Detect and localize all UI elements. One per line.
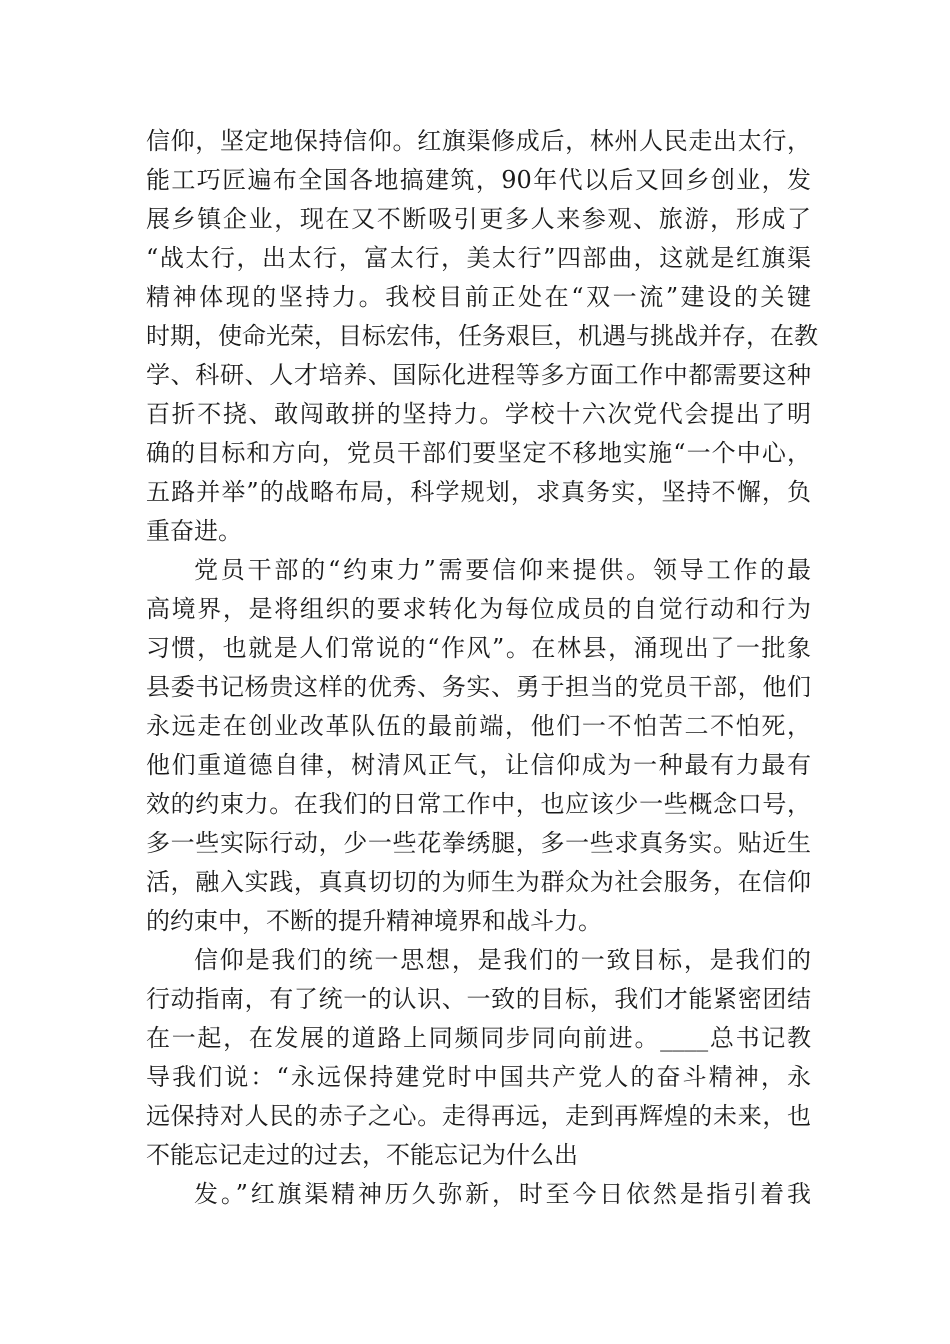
text-line: 在一起，在发展的道路上同频同步同向前进。____总书记教	[146, 1024, 811, 1052]
text-line: 能工巧匠遍布全国各地搞建筑，90年代以后又回乡创业，发	[146, 166, 811, 194]
text-line: 习惯，也就是人们常说的“作风”。在林县，涌现出了一批象	[146, 634, 811, 662]
text-line: 信仰是我们的统一思想，是我们的一致目标，是我们的	[194, 946, 811, 974]
text-line: 导我们说：“永远保持建党时中国共产党人的奋斗精神，永	[146, 1063, 811, 1091]
text-line: 他们重道德自律，树清风正气，让信仰成为一种最有力最有	[146, 751, 811, 779]
text-line: 永远走在创业改革队伍的最前端，他们一不怕苦二不怕死，	[146, 712, 811, 740]
text-line: 多一些实际行动，少一些花拳绣腿，多一些求真务实。贴近生	[146, 829, 811, 857]
text-line: 精神体现的坚持力。我校目前正处在“双一流”建设的关键	[146, 283, 811, 311]
text-line: 时期，使命光荣，目标宏伟，任务艰巨，机遇与挑战并存，在教	[146, 322, 818, 350]
text-line: 发。”红旗渠精神历久弥新，时至今日依然是指引着我	[194, 1180, 811, 1208]
text-line: 确的目标和方向，党员干部们要坚定不移地实施“一个中心，	[146, 439, 811, 467]
text-line: 党员干部的“约束力”需要信仰来提供。领导工作的最	[194, 556, 811, 584]
text-line: 学、科研、人才培养、国际化进程等多方面工作中都需要这种	[146, 361, 811, 389]
text-line: 效的约束力。在我们的日常工作中，也应该少一些概念口号，	[146, 790, 811, 818]
text-line: 五路并举”的战略布局，科学规划，求真务实，坚持不懈，负	[146, 478, 811, 506]
text-line: 县委书记杨贵这样的优秀、务实、勇于担当的党员干部，他们	[146, 673, 811, 701]
text-line: 不能忘记走过的过去，不能忘记为什么出	[146, 1141, 578, 1169]
text-line: 高境界，是将组织的要求转化为每位成员的自觉行动和行为	[146, 595, 811, 623]
text-line: 的约束中，不断的提升精神境界和战斗力。	[146, 907, 602, 935]
text-line: 展乡镇企业，现在又不断吸引更多人来参观、旅游，形成了	[146, 205, 811, 233]
text-line: 信仰，坚定地保持信仰。红旗渠修成后，林州人民走出太行，	[146, 127, 811, 155]
text-line: 远保持对人民的赤子之心。走得再远，走到再辉煌的未来，也	[146, 1102, 811, 1130]
text-line: “战太行，出太行，富太行，美太行”四部曲，这就是红旗渠	[146, 244, 811, 272]
body-text	[146, 122, 818, 1214]
text-line: 活，融入实践，真真切切的为师生为群众为社会服务，在信仰	[146, 868, 811, 896]
text-line: 百折不挠、敢闯敢拼的坚持力。学校十六次党代会提出了明	[146, 400, 811, 428]
text-line: 行动指南，有了统一的认识、一致的目标，我们才能紧密团结	[146, 985, 811, 1013]
text-line: 重奋进。	[146, 517, 242, 545]
